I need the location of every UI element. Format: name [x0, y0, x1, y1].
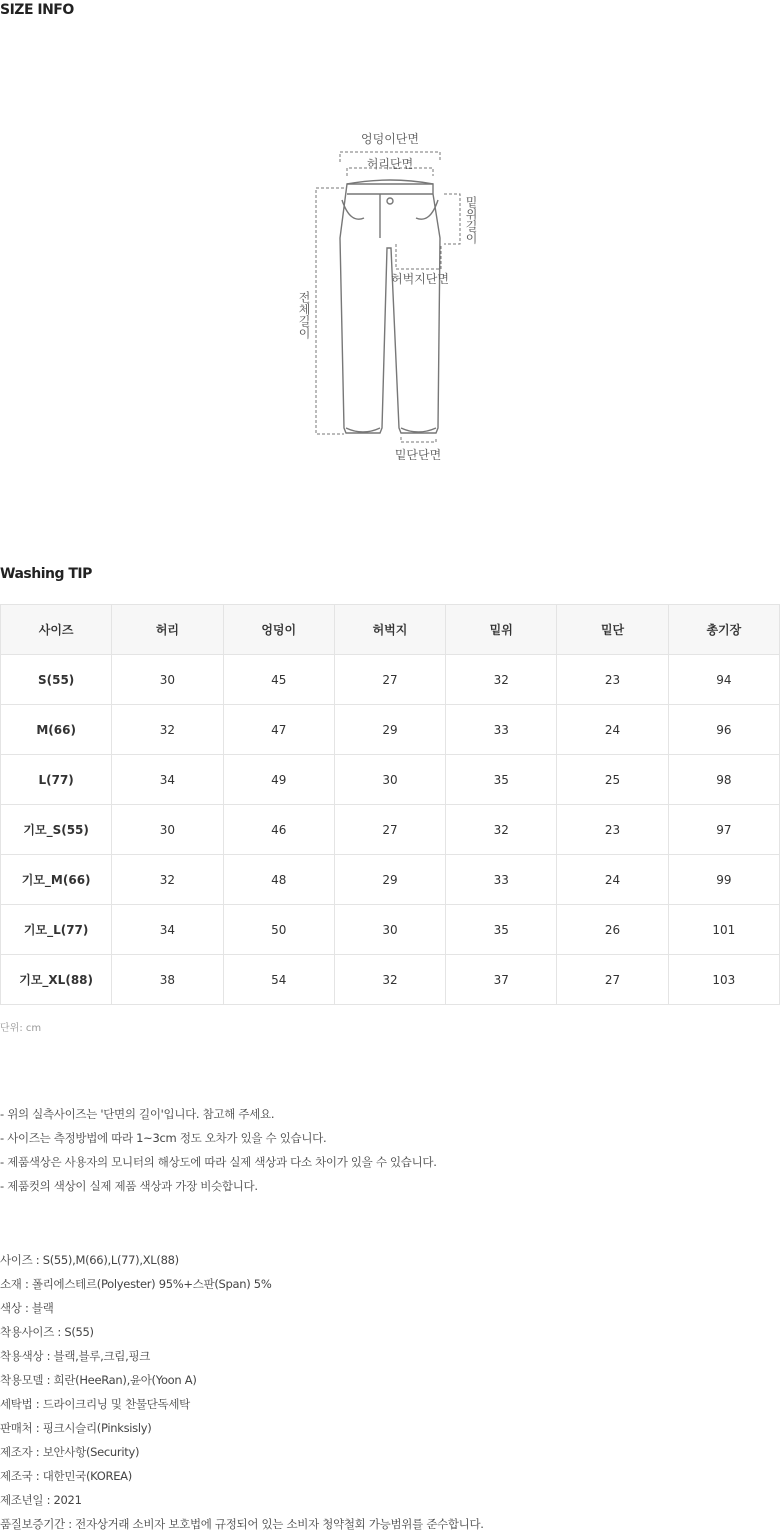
- table-cell: 103: [668, 955, 779, 1005]
- table-cell: 기모_S(55): [1, 805, 112, 855]
- table-cell: 기모_XL(88): [1, 955, 112, 1005]
- size-table: [0, 604, 780, 1005]
- spec-line: 판매처 : 핑크시슬리(Pinksisly): [0, 1421, 152, 1435]
- table-row: [1, 855, 780, 905]
- table-cell: 34: [112, 905, 223, 955]
- spec-line: 소재 : 폴리에스테르(Polyester) 95%+스판(Span) 5%: [0, 1277, 272, 1291]
- table-cell: L(77): [1, 755, 112, 805]
- size-notes: [0, 1105, 437, 1201]
- table-header-row: [1, 605, 780, 655]
- header-waist: 허리: [112, 605, 223, 655]
- product-specs: [0, 1251, 484, 1537]
- table-cell: 30: [112, 805, 223, 855]
- table-cell: M(66): [1, 705, 112, 755]
- pants-size-diagram: [280, 128, 480, 468]
- table-cell: 47: [223, 705, 334, 755]
- table-cell: 27: [334, 655, 445, 705]
- table-cell: 30: [334, 755, 445, 805]
- table-cell: 29: [334, 855, 445, 905]
- table-cell: 48: [223, 855, 334, 905]
- table-cell: 46: [223, 805, 334, 855]
- table-cell: 49: [223, 755, 334, 805]
- spec-line: 색상 : 블랙: [0, 1301, 54, 1315]
- table-cell: 97: [668, 805, 779, 855]
- diagram-waist-label: 허리단면: [366, 157, 414, 171]
- table-cell: 45: [223, 655, 334, 705]
- table-cell: 96: [668, 705, 779, 755]
- header-hip: 엉덩이: [223, 605, 334, 655]
- table-row: [1, 655, 780, 705]
- table-cell: 33: [446, 855, 557, 905]
- table-cell: 38: [112, 955, 223, 1005]
- diagram-rise-label: 밑위길이: [464, 196, 478, 244]
- table-cell: 34: [112, 755, 223, 805]
- note-line: - 제품색상은 사용자의 모니터의 해상도에 따라 실제 색상과 다소 차이가 있을 수 있습니다.: [0, 1155, 437, 1169]
- table-cell: 101: [668, 905, 779, 955]
- table-cell: 99: [668, 855, 779, 905]
- table-cell: 26: [557, 905, 668, 955]
- pants-outline: [340, 180, 440, 433]
- table-cell: 32: [446, 655, 557, 705]
- table-cell: 37: [446, 955, 557, 1005]
- table-cell: 32: [334, 955, 445, 1005]
- spec-line: 사이즈 : S(55),M(66),L(77),XL(88): [0, 1253, 179, 1267]
- table-row: [1, 805, 780, 855]
- table-cell: 33: [446, 705, 557, 755]
- table-cell: 23: [557, 805, 668, 855]
- table-cell: 24: [557, 855, 668, 905]
- table-row: [1, 905, 780, 955]
- diagram-hem-label: 밑단단면: [394, 448, 442, 462]
- table-cell: 23: [557, 655, 668, 705]
- pants-diagram-svg: [280, 128, 480, 468]
- spec-line: 착용모델 : 희란(HeeRan),윤아(Yoon A): [0, 1373, 197, 1387]
- spec-line: 착용사이즈 : S(55): [0, 1325, 94, 1339]
- table-row: [1, 755, 780, 805]
- table-cell: 35: [446, 755, 557, 805]
- header-size: 사이즈: [1, 605, 112, 655]
- table-cell: 50: [223, 905, 334, 955]
- table-cell: 기모_M(66): [1, 855, 112, 905]
- table-cell: 25: [557, 755, 668, 805]
- spec-line: 제조자 : 보안사항(Security): [0, 1445, 140, 1459]
- header-hem: 밑단: [557, 605, 668, 655]
- spec-line: 품질보증기간 : 전자상거래 소비자 보호법에 규정되어 있는 소비자 청약철회 가능범위를 준수합니다.: [0, 1517, 484, 1531]
- spec-line: 제조국 : 대한민국(KOREA): [0, 1469, 132, 1483]
- note-line: - 제품컷의 색상이 실제 제품 색상과 가장 비슷합니다.: [0, 1179, 258, 1193]
- spec-line: 세탁법 : 드라이크리닝 및 찬물단독세탁: [0, 1397, 190, 1411]
- note-line: - 사이즈는 측정방법에 따라 1~3cm 정도 오차가 있을 수 있습니다.: [0, 1131, 327, 1145]
- table-cell: 30: [112, 655, 223, 705]
- header-total-length: 총기장: [668, 605, 779, 655]
- diagram-hip-label: 엉덩이단면: [361, 132, 419, 146]
- diagram-total-length-label: 전체길이: [297, 291, 311, 339]
- spec-line: 제조년일 : 2021: [0, 1493, 82, 1507]
- table-cell: 54: [223, 955, 334, 1005]
- table-cell: 27: [334, 805, 445, 855]
- table-row: [1, 705, 780, 755]
- table-cell: 32: [112, 705, 223, 755]
- header-rise: 밑위: [446, 605, 557, 655]
- header-thigh: 허벅지: [334, 605, 445, 655]
- table-cell: 98: [668, 755, 779, 805]
- note-line: - 위의 실측사이즈는 '단면의 길이'입니다. 참고해 주세요.: [0, 1107, 275, 1121]
- table-cell: 24: [557, 705, 668, 755]
- table-cell: 27: [557, 955, 668, 1005]
- size-info-title: SIZE INFO: [0, 2, 74, 18]
- washing-tip-title: Washing TIP: [0, 566, 92, 582]
- table-cell: 30: [334, 905, 445, 955]
- table-cell: 기모_L(77): [1, 905, 112, 955]
- diagram-thigh-label: 허벅지단면: [391, 272, 449, 286]
- table-cell: 29: [334, 705, 445, 755]
- table-cell: 35: [446, 905, 557, 955]
- table-cell: 32: [446, 805, 557, 855]
- spec-line: 착용색상 : 블랙,블루,크림,핑크: [0, 1349, 151, 1363]
- unit-note: 단위: cm: [0, 1023, 42, 1034]
- table-cell: S(55): [1, 655, 112, 705]
- table-cell: 32: [112, 855, 223, 905]
- table-row: [1, 955, 780, 1005]
- table-cell: 94: [668, 655, 779, 705]
